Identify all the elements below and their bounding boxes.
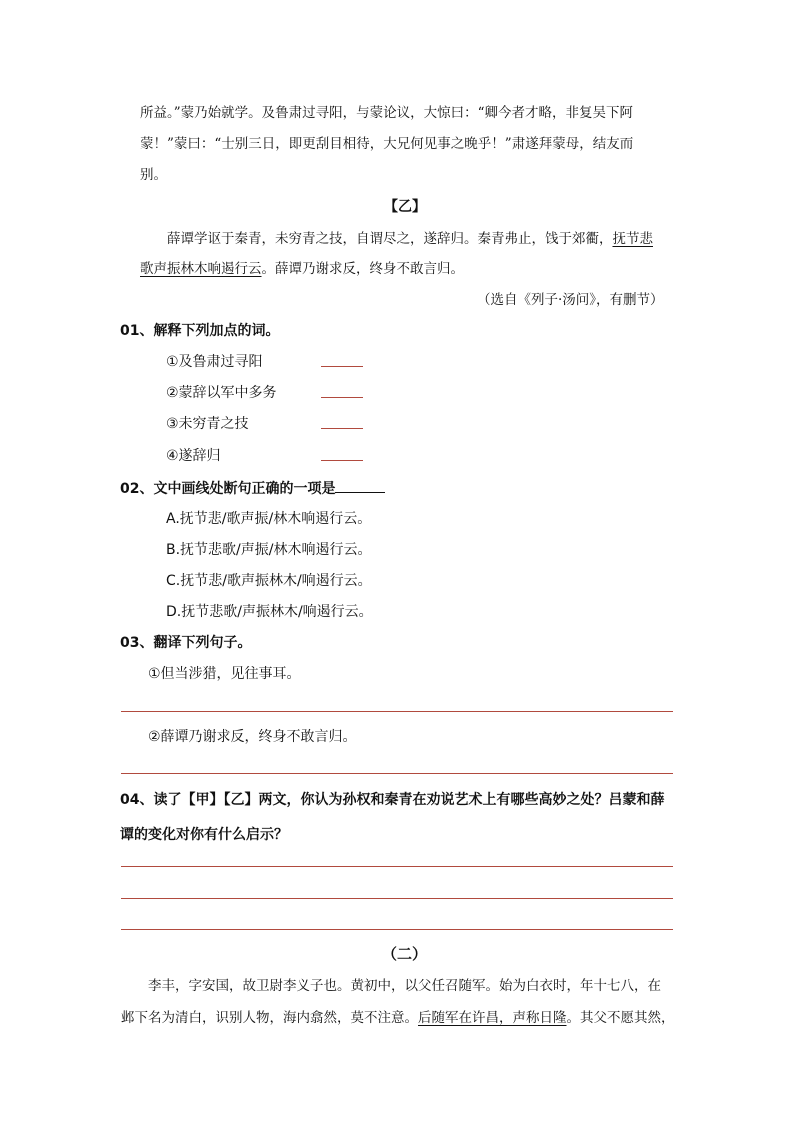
q3-answer-line-1[interactable] [121,711,673,712]
q3-item-2: ②薛谭乃谢求反，终身不敢言归。 [148,729,357,745]
q4-answer-line-2[interactable] [121,898,673,899]
passage-yi-heading: 【乙】 [384,199,426,215]
q1-item-2: ②蒙辞以军中多务 [166,385,277,401]
passage-yi-line-1 [167,229,653,249]
q4-line-2: 谭的变化对你有什么启示？ [120,827,288,843]
q2-answer-blank[interactable] [335,478,385,493]
q3-answer-line-2[interactable] [121,773,673,774]
q2-title-text: 02、文中画线处断句正确的一项是 [120,481,336,497]
q1-item-1: ①及鲁肃过寻阳 [166,354,263,370]
q1-answer-blank-3[interactable] [321,414,363,435]
q4-answer-line-3[interactable] [121,929,673,930]
q3-title: 03、翻译下列句子。 [120,635,252,651]
q3-item-1: ①但当涉猎，见往事耳。 [148,666,301,682]
q1-answer-blank-4[interactable] [321,446,363,467]
passage-source: （选自《列子·汤问》，有删节） [477,292,664,308]
section-two-line-2-text: 邺下名为清白，识别人物，海内翕然，莫不注意。 [121,1010,418,1026]
q2-option-c: C.抚节悲/歌声振林木/响遏行云。 [166,573,372,589]
q1-answer-blank-2[interactable] [321,383,363,404]
section-two-line-1: 李丰，字安国，故卫尉李义子也。黄初中，以父任召随军。始为白衣时，年十七八，在 [148,978,661,994]
section-two-line-2-tail: 。其父不愿其然， [566,1010,675,1026]
section-two-underlined-phrase: 后随军在许昌，声称日隆 [418,1010,567,1026]
passage-jia-line-1: 所益。”蒙乃始就学。及鲁肃过寻阳，与蒙论议，大惊曰：“卿今者才略，非复吴下阿 [140,105,634,121]
passage-yi-line-2 [140,259,464,279]
q4-line-1: 04、读了【甲】【乙】两文，你认为孙权和秦青在劝说艺术上有哪些高妙之处？吕蒙和薛 [120,792,665,808]
q2-option-d: D.抚节悲歌/声振林木/响遏行云。 [166,604,373,620]
q1-item-4: ④遂辞归 [166,448,221,464]
q1-title: 01、解释下列加点的词。 [120,323,280,339]
q1-answer-blank-1[interactable] [321,352,363,373]
passage-jia-line-2: 蒙！”蒙曰：“士别三日，即更刮目相待，大兄何见事之晚乎！”肃遂拜蒙母，结友而 [140,136,634,152]
q2-title [120,478,385,499]
q4-answer-line-1[interactable] [121,866,673,867]
q2-option-a: A.抚节悲/歌声振/林木响遏行云。 [166,511,372,527]
q2-option-b: B.抚节悲歌/声振/林木响遏行云。 [166,542,372,558]
section-two-heading: （二） [382,945,428,963]
passage-yi-line-1-text: 薛谭学讴于秦青，未穷青之技，自谓尽之，遂辞归。秦青弗止，饯于郊衢， [167,231,613,247]
q1-item-3: ③未穷青之技 [166,416,249,432]
passage-jia-line-3: 别。 [140,167,167,183]
underlined-phrase-part-1: 抚节悲 [612,231,653,247]
passage-yi-line-2-text: 。薛谭乃谢求反，终身不敢言归。 [261,261,464,277]
section-two-line-2 [121,1008,675,1028]
underlined-phrase-part-2: 歌声振林木响遏行云 [140,261,262,277]
